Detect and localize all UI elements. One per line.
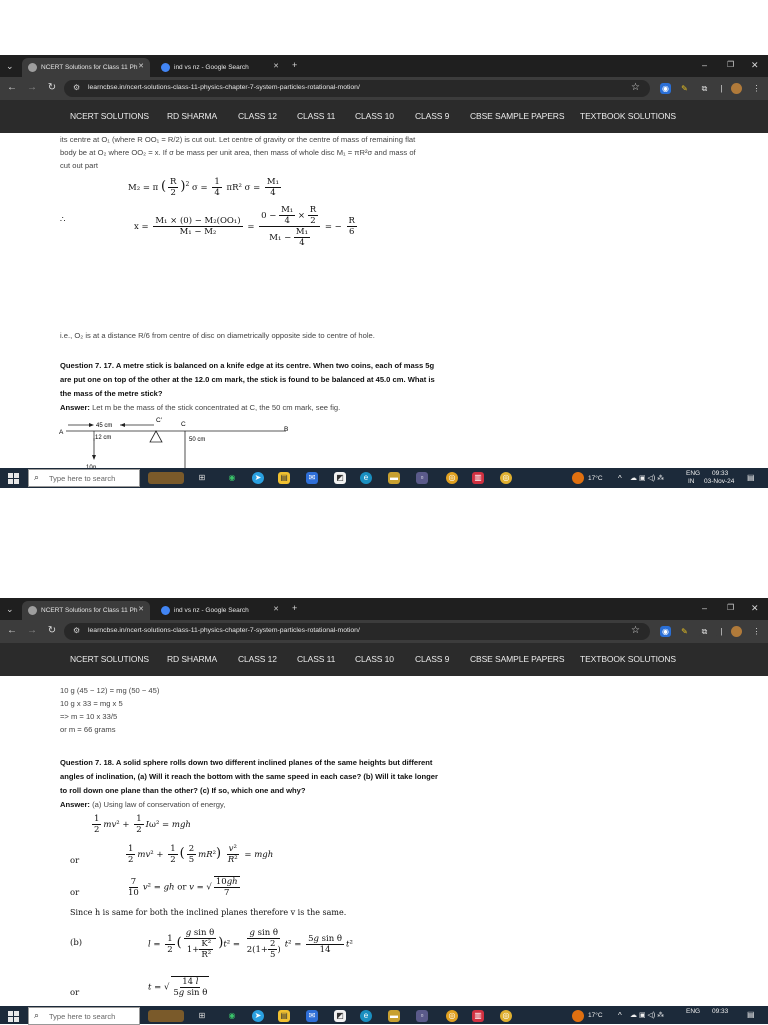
weather-temp: 17°C xyxy=(588,1012,603,1019)
answer-17 xyxy=(60,403,340,412)
equation-m2: M₂ = π ( $\frac{R}{2}$ )$^2$ σ = $\frac{1}{4}$ πR² σ = $\frac{\text{M₁}}{4}$ xyxy=(128,177,280,198)
minimize-icon[interactable]: – xyxy=(702,60,708,70)
site-nav xyxy=(0,643,768,676)
eq-x-numerator: M₁ × (0) − M₂(OO₁) xyxy=(155,216,241,226)
chart-app-icon[interactable]: ▥ xyxy=(472,1010,484,1022)
or-label: or xyxy=(70,988,80,998)
back-icon[interactable]: ← xyxy=(7,82,17,93)
nav-rd-sharma[interactable]: RD SHARMA xyxy=(167,111,218,121)
taskbar xyxy=(0,468,768,488)
nav-textbook-solutions[interactable]: TEXTBOOK SOLUTIONS xyxy=(580,654,676,664)
search-placeholder: Type here to search xyxy=(49,1012,116,1021)
task-view-icon[interactable]: ⊞ xyxy=(196,1010,208,1022)
mail-icon[interactable]: ✉ xyxy=(306,472,318,484)
therefore-symbol: ∴ xyxy=(60,215,66,225)
close-tab-icon[interactable]: ✕ xyxy=(273,63,279,70)
address-bar-row xyxy=(0,77,768,100)
edge-icon[interactable]: e xyxy=(360,1010,372,1022)
tab-label: NCERT Solutions for Class 11 Ph xyxy=(41,607,138,614)
eq-m2-mid2: πR² σ = xyxy=(226,183,263,193)
minimize-icon[interactable]: – xyxy=(702,603,708,613)
tray-icons[interactable]: ☁ ▣ ◁) ⁂ xyxy=(630,475,665,482)
speed-equation: $\frac{7}{10}$ v² = gh or v = √ $\frac{10gh}{7}$ xyxy=(128,876,238,898)
para-line: body be at O₂ where OO₂ = x. If σ be mass per unit area, then mass of whole disc M₁ = πR²σ and mass of xyxy=(60,148,416,157)
energy-equation-2: $\frac{1}{2}$ mv² + $\frac{1}{2}$ ( $\frac{2}{5}$ mR²) $\frac{\text{v²}}{\text{R²}}$ = mgh xyxy=(128,844,274,865)
sidebar-divider-icon: | xyxy=(716,83,727,94)
tab-google[interactable] xyxy=(155,601,285,620)
answer-label: Answer: xyxy=(60,800,90,809)
tab-search-chevron-icon[interactable]: ⌄ xyxy=(6,61,14,71)
length-equation: l = $\frac{1}{2}$ ( g sin θ 1+ $\frac{\text{K²}}{\text{R²}}$ )t² = g sin θ 2(1+ $\frac{2}{5}$ ) t² = $\frac{\text{5g sin θ}}{14}$ t² xyxy=(148,928,353,960)
answer-text: (a) Using law of conservation of energy, xyxy=(89,800,226,809)
tray-chevron-icon[interactable]: ^ xyxy=(618,474,622,483)
clock-time[interactable]: 09:33 xyxy=(712,470,729,477)
calc-line: 10 g (45 − 12) = mg (50 − 45) xyxy=(60,686,160,695)
notes-icon[interactable]: ◩ xyxy=(334,1010,346,1022)
energy-equation: $\frac{1}{2}$ mv² + $\frac{1}{2}$ Iω² = mgh xyxy=(94,814,191,835)
lang-top[interactable]: ENG xyxy=(686,470,701,477)
whatsapp-icon[interactable]: ◉ xyxy=(226,472,238,484)
profile-avatar[interactable] xyxy=(731,83,742,94)
fig-dim-50: 50 cm xyxy=(189,437,206,443)
fig-label-c: C xyxy=(181,421,186,428)
question-17-line: Question 7. 17. A metre stick is balanced on a knife edge at its centre. When two coins, each of mass 5g xyxy=(60,361,435,370)
pen-extension-icon[interactable]: ✎ xyxy=(679,83,690,94)
profile-avatar[interactable] xyxy=(731,626,742,637)
tab-search-chevron-icon[interactable]: ⌄ xyxy=(6,604,14,614)
new-tab-button[interactable]: + xyxy=(292,60,298,70)
tab-strip xyxy=(0,598,768,620)
nav-rd-sharma[interactable]: RD SHARMA xyxy=(167,654,218,664)
fig-dim-45: 45 cm xyxy=(96,423,113,429)
close-tab-icon[interactable]: ✕ xyxy=(138,606,144,613)
chrome-icon[interactable]: ◎ xyxy=(446,1010,458,1022)
search-highlight-image[interactable] xyxy=(148,1010,184,1022)
eq-m2-mid: σ = xyxy=(192,183,211,193)
google-favicon-icon xyxy=(161,606,170,615)
weather-icon[interactable] xyxy=(572,472,584,484)
article-content xyxy=(0,676,768,1006)
fig-dim-12: 12 cm xyxy=(95,435,112,441)
search-icon: ⌕ xyxy=(34,472,40,482)
or-label: or xyxy=(70,888,80,898)
fig-label-a: A xyxy=(59,429,64,436)
nav-textbook-solutions[interactable]: TEXTBOOK SOLUTIONS xyxy=(580,111,676,121)
time-equation: t = √ $\frac{14 l}{\text{5g sin θ}}$ xyxy=(148,977,208,998)
tab-label: ind vs nz - Google Search xyxy=(174,607,249,614)
edge-icon[interactable]: e xyxy=(360,472,372,484)
eq-x-lhs: x = xyxy=(134,222,152,232)
forward-icon[interactable]: → xyxy=(27,625,37,636)
nav-class-11[interactable]: CLASS 11 xyxy=(297,111,336,121)
between-margin xyxy=(0,490,768,598)
weather-icon[interactable] xyxy=(572,1010,584,1022)
top-margin xyxy=(0,0,768,55)
tab-label: ind vs nz - Google Search xyxy=(174,64,249,71)
close-tab-icon[interactable]: ✕ xyxy=(273,606,279,613)
site-info-icon[interactable]: ⚙ xyxy=(73,626,81,635)
tab-strip xyxy=(0,55,768,77)
chart-app-icon[interactable]: ▥ xyxy=(472,472,484,484)
restore-icon[interactable]: ❐ xyxy=(727,60,735,69)
url-text: learncbse.in/ncert-solutions-class-11-physics-chapter-7-system-particles-rotational-motion/ xyxy=(88,627,360,634)
screenshot-bottom xyxy=(0,598,768,1024)
extension-icon[interactable]: ◉ xyxy=(660,626,671,637)
question-18-line: Question 7. 18. A solid sphere rolls down two different inclined planes of the same heights but different xyxy=(60,758,433,767)
notification-icon[interactable]: ▤ xyxy=(747,473,755,482)
tray-chevron-icon[interactable]: ^ xyxy=(618,1011,622,1020)
telegram-icon[interactable]: ➤ xyxy=(252,472,264,484)
close-tab-icon[interactable]: ✕ xyxy=(138,63,144,70)
mail-icon[interactable]: ✉ xyxy=(306,1010,318,1022)
nav-class-10[interactable]: CLASS 10 xyxy=(355,654,394,664)
since-line: Since h is same for both the inclined planes therefore v is the same. xyxy=(70,908,347,917)
search-highlight-image[interactable] xyxy=(148,472,184,484)
bookmark-star-icon[interactable]: ☆ xyxy=(631,625,640,636)
question-18-line: to roll down one plane than the other? (c) If so, which one and why? xyxy=(60,786,306,795)
new-tab-button[interactable]: + xyxy=(292,603,298,613)
extensions-puzzle-icon[interactable]: ⧉ xyxy=(699,626,710,637)
extensions-puzzle-icon[interactable]: ⧉ xyxy=(699,83,710,94)
fig-label-c-prime: C′ xyxy=(156,417,162,424)
app-icon[interactable]: ▫ xyxy=(416,472,428,484)
nav-class-9[interactable]: CLASS 9 xyxy=(415,111,450,121)
tray-icons[interactable]: ☁ ▣ ◁) ⁂ xyxy=(630,1012,665,1019)
weather-temp: 17°C xyxy=(588,475,603,482)
telegram-icon[interactable]: ➤ xyxy=(252,1010,264,1022)
nav-ncert-solutions[interactable]: NCERT SOLUTIONS xyxy=(70,111,149,121)
eq-or-cont: or xyxy=(174,882,190,893)
clock-date[interactable]: 03-Nov-24 xyxy=(704,478,735,485)
tab-ncert[interactable] xyxy=(22,601,150,620)
menu-kebab-icon[interactable]: ⋮ xyxy=(752,84,761,93)
para-line: its centre at O₁ (where R OO₁ = R/2) is cut out. Let centre of gravity or the centre of mass of remaining flat xyxy=(60,135,416,144)
lang-bottom[interactable]: IN xyxy=(688,478,695,485)
screenshot-top xyxy=(0,55,768,490)
forward-icon[interactable]: → xyxy=(27,82,37,93)
windows-start-icon[interactable] xyxy=(8,1011,19,1022)
knife-edge-icon xyxy=(150,431,162,442)
calc-line: => m = 10 x 33/5 xyxy=(60,712,118,721)
address-bar-row xyxy=(0,620,768,643)
site-info-icon[interactable]: ⚙ xyxy=(73,83,81,92)
nav-class-12[interactable]: CLASS 12 xyxy=(238,654,277,664)
extension-icon[interactable]: ◉ xyxy=(660,83,671,94)
search-placeholder: Type here to search xyxy=(49,474,116,483)
chrome-icon[interactable]: ◎ xyxy=(446,472,458,484)
nav-cbse-sample-papers[interactable]: CBSE SAMPLE PAPERS xyxy=(470,654,565,664)
back-icon[interactable]: ← xyxy=(7,625,17,636)
taskbar-search[interactable] xyxy=(28,469,140,487)
lang-top[interactable]: ENG xyxy=(686,1008,701,1015)
eq-x-rhs: = − xyxy=(324,222,342,232)
notification-icon[interactable]: ▤ xyxy=(747,1010,755,1019)
restore-icon[interactable]: ❐ xyxy=(727,603,735,612)
address-bar[interactable] xyxy=(64,80,650,97)
site-nav xyxy=(0,100,768,133)
whatsapp-icon[interactable]: ◉ xyxy=(226,1010,238,1022)
question-18-line: angles of inclination, (a) Will it reach the bottom with the same speed in each case? (b) Will it take longer xyxy=(60,772,438,781)
answer-18 xyxy=(60,800,225,809)
tab-ncert[interactable] xyxy=(22,58,150,77)
eq-m2-lhs: M₂ = π xyxy=(128,183,159,193)
url-text: learncbse.in/ncert-solutions-class-11-physics-chapter-7-system-particles-rotational-motion/ xyxy=(88,84,360,91)
windows-start-icon[interactable] xyxy=(8,473,19,484)
search-icon: ⌕ xyxy=(34,1010,40,1020)
nav-class-10[interactable]: CLASS 10 xyxy=(355,111,394,121)
app-icon[interactable]: ▫ xyxy=(416,1010,428,1022)
task-view-icon[interactable]: ⊞ xyxy=(196,472,208,484)
part-b-label: (b) xyxy=(70,938,83,948)
nav-class-11[interactable]: CLASS 11 xyxy=(297,654,336,664)
bookmark-star-icon[interactable]: ☆ xyxy=(631,82,640,93)
google-favicon-icon xyxy=(161,63,170,72)
fig-label-b: B xyxy=(284,426,289,433)
menu-kebab-icon[interactable]: ⋮ xyxy=(752,627,761,636)
ncert-favicon-icon xyxy=(28,63,37,72)
calc-line: 10 g x 33 = mg x 5 xyxy=(60,699,123,708)
notes-icon[interactable]: ◩ xyxy=(334,472,346,484)
clock-time[interactable]: 09:33 xyxy=(712,1008,729,1015)
question-17-line: are put one on top of the other at the 12.0 cm mark, the stick is found to be balanced at 45.0 cm. What is xyxy=(60,375,435,384)
close-window-icon[interactable]: ✕ xyxy=(751,60,759,70)
taskbar xyxy=(0,1006,768,1024)
nav-class-12[interactable]: CLASS 12 xyxy=(238,111,277,121)
eq-x-denominator: M₁ − M₂ xyxy=(179,227,217,237)
nav-cbse-sample-papers[interactable]: CBSE SAMPLE PAPERS xyxy=(470,111,565,121)
file-explorer-icon[interactable]: ▤ xyxy=(278,472,290,484)
chrome-profile-icon[interactable]: ◎ xyxy=(500,472,512,484)
address-bar[interactable] xyxy=(64,623,650,640)
article-content xyxy=(0,133,768,470)
taskbar-search[interactable] xyxy=(28,1007,140,1025)
file-explorer-icon[interactable]: ▤ xyxy=(278,1010,290,1022)
reload-icon[interactable]: ↻ xyxy=(47,82,57,93)
reload-icon[interactable]: ↻ xyxy=(47,625,57,636)
pen-extension-icon[interactable]: ✎ xyxy=(679,626,690,637)
ie-line: i.e., O₂ is at a distance R/6 from centre of disc on diametrically opposite side to centre of hole. xyxy=(60,331,375,340)
explorer-folder-icon[interactable]: ▬ xyxy=(390,473,398,482)
tab-label: NCERT Solutions for Class 11 Ph xyxy=(41,64,138,71)
explorer-folder-icon[interactable]: ▬ xyxy=(390,1011,398,1020)
equation-x: x = $\frac{\text{M₁ × (0) − M₂(OO₁)}}{\text{M₁ − M₂}}$ = 0 − $\frac{\text{M₁}}{4}$ × $\frac{R}{2}$ M₁ − $\frac{\text{M₁}}{4}$ = − $\frac{R}{6}$ xyxy=(134,205,355,248)
para-line: cut out part xyxy=(60,161,98,170)
calc-line: or m = 66 grams xyxy=(60,725,116,734)
or-label: or xyxy=(70,856,80,866)
answer-label: Answer: xyxy=(60,403,90,412)
close-window-icon[interactable]: ✕ xyxy=(751,603,759,613)
ncert-favicon-icon xyxy=(28,606,37,615)
answer-text: Let m be the mass of the stick concentrated at C, the 50 cm mark, see fig. xyxy=(89,403,341,412)
question-17-line: the mass of the metre stick? xyxy=(60,389,163,398)
sidebar-divider-icon: | xyxy=(716,626,727,637)
nav-ncert-solutions[interactable]: NCERT SOLUTIONS xyxy=(70,654,149,664)
nav-class-9[interactable]: CLASS 9 xyxy=(415,654,450,664)
chrome-profile-icon[interactable]: ◎ xyxy=(500,1010,512,1022)
tab-google[interactable] xyxy=(155,58,285,77)
